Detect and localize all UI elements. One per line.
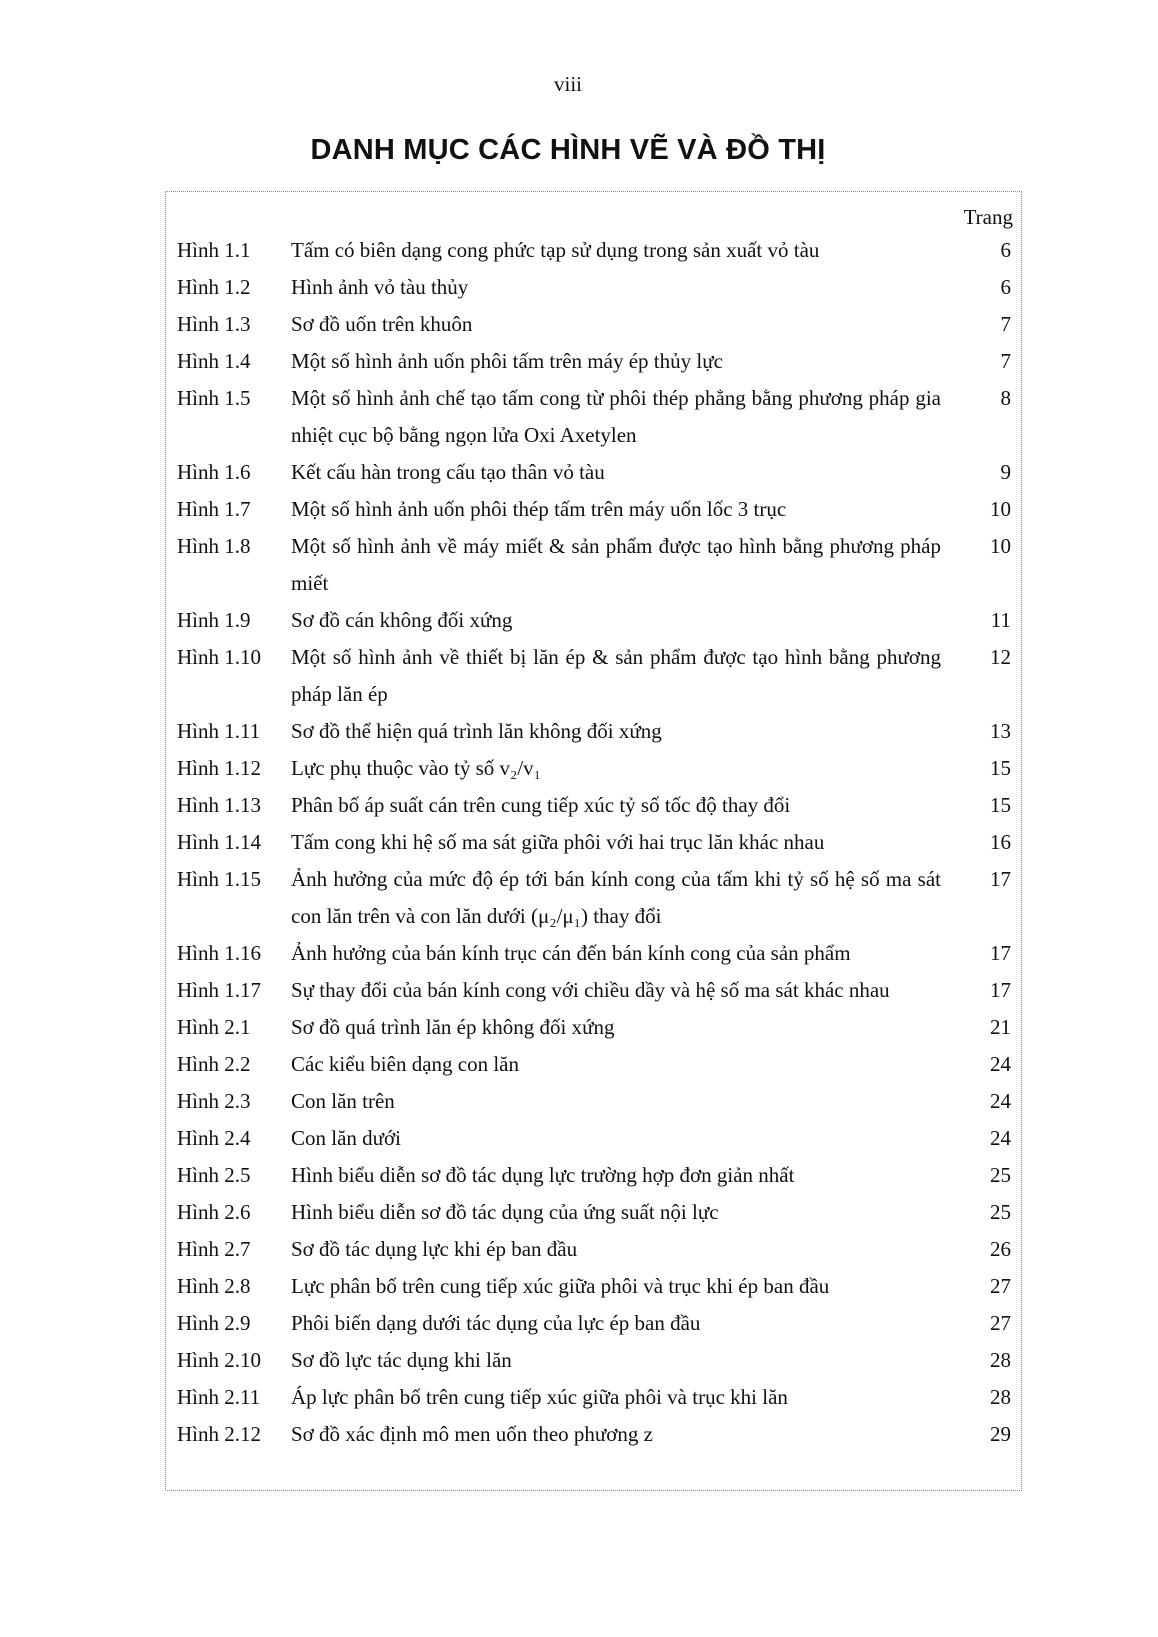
figure-label: Hình 2.4	[177, 1126, 251, 1150]
figure-label: Hình 2.1	[177, 1015, 251, 1039]
table-row	[166, 602, 1021, 639]
table-row	[166, 491, 1021, 528]
table-row	[166, 824, 1021, 861]
figure-page-number: 27	[990, 1311, 1011, 1335]
figure-label: Hình 1.11	[177, 719, 261, 743]
figure-description: Tấm có biên dạng cong phức tạp sử dụng trong sản xuất vỏ tàu	[291, 238, 820, 262]
figure-description: Một số hình ảnh về máy miết & sản phẩm được tạo hình bằng phương pháp miết	[291, 534, 941, 595]
page-column-header: Trang	[963, 205, 1013, 229]
figure-label: Hình 2.11	[177, 1385, 261, 1409]
figure-page-number: 21	[990, 1015, 1011, 1039]
figure-label: Hình 2.5	[177, 1163, 251, 1187]
figure-label: Hình 1.2	[177, 275, 251, 299]
table-row	[166, 861, 1021, 935]
table-row	[166, 232, 1021, 269]
figure-page-number: 7	[1000, 349, 1011, 373]
figure-description: Ảnh hưởng của bán kính trục cán đến bán kính cong của sản phẩm	[291, 941, 851, 965]
figure-description: Ảnh hưởng của mức độ ép tới bán kính cong của tấm khi tỷ số hệ số ma sát con lăn trên và con lăn dưới (μ₂/μ₁) thay đổi	[291, 867, 941, 928]
figure-description: Con lăn trên	[291, 1089, 395, 1113]
table-row	[166, 787, 1021, 824]
figure-label: Hình 1.8	[177, 534, 251, 558]
figure-page-number: 8	[1000, 386, 1011, 410]
figure-description: Hình biểu diễn sơ đồ tác dụng của ứng suất nội lực	[291, 1200, 719, 1224]
table-row	[166, 1009, 1021, 1046]
table-row	[166, 269, 1021, 306]
table-row	[166, 1194, 1021, 1231]
figure-label: Hình 2.2	[177, 1052, 251, 1076]
figure-label: Hình 2.7	[177, 1237, 251, 1261]
figure-description: Các kiểu biên dạng con lăn	[291, 1052, 520, 1076]
figure-label: Hình 2.12	[177, 1422, 261, 1446]
figure-label: Hình 2.9	[177, 1311, 251, 1335]
figure-label: Hình 1.15	[177, 867, 261, 891]
figure-page-number: 10	[990, 497, 1011, 521]
figure-description: Lực phụ thuộc vào tỷ số v₂/v₁	[291, 756, 541, 780]
figure-description: Hình biểu diễn sơ đồ tác dụng lực trường hợp đơn giản nhất	[291, 1163, 795, 1187]
figure-label: Hình 2.3	[177, 1089, 251, 1113]
figure-page-number: 10	[990, 534, 1011, 558]
figure-page-number: 24	[990, 1052, 1011, 1076]
figure-description: Kết cấu hàn trong cấu tạo thân vỏ tàu	[291, 460, 605, 484]
figure-label: Hình 2.10	[177, 1348, 261, 1372]
figure-label: Hình 1.14	[177, 830, 261, 854]
figure-label: Hình 1.4	[177, 349, 251, 373]
figure-description: Sơ đồ xác định mô men uốn theo phương z	[291, 1422, 653, 1446]
figure-description: Phân bố áp suất cán trên cung tiếp xúc tỷ số tốc độ thay đổi	[291, 793, 791, 817]
figure-page-number: 25	[990, 1163, 1011, 1187]
figure-label: Hình 1.13	[177, 793, 261, 817]
figure-description: Sơ đồ uốn trên khuôn	[291, 312, 473, 336]
figure-label: Hình 2.8	[177, 1274, 251, 1298]
figure-page-number: 11	[990, 608, 1011, 632]
figure-page-number: 28	[990, 1385, 1011, 1409]
figure-label: Hình 1.9	[177, 608, 251, 632]
figure-label: Hình 1.3	[177, 312, 251, 336]
table-row	[166, 1231, 1021, 1268]
figure-label: Hình 1.17	[177, 978, 261, 1002]
table-row	[166, 454, 1021, 491]
table-row	[166, 1416, 1021, 1453]
figure-list-rows	[166, 232, 1021, 1453]
table-row	[166, 1379, 1021, 1416]
figure-description: Tấm cong khi hệ số ma sát giữa phôi với hai trục lăn khác nhau	[291, 830, 825, 854]
table-row	[166, 1120, 1021, 1157]
table-row	[166, 380, 1021, 454]
page-number: viii	[553, 72, 582, 96]
figure-page-number: 25	[990, 1200, 1011, 1224]
figure-description: Sơ đồ tác dụng lực khi ép ban đầu	[291, 1237, 578, 1261]
figure-description: Sự thay đổi của bán kính cong với chiều dầy và hệ số ma sát khác nhau	[291, 978, 890, 1002]
figure-label: Hình 1.5	[177, 386, 251, 410]
figure-description: Sơ đồ quá trình lăn ép không đối xứng	[291, 1015, 615, 1039]
figure-description: Con lăn dưới	[291, 1126, 401, 1150]
figure-page-number: 15	[990, 793, 1011, 817]
figure-page-number: 17	[990, 941, 1011, 965]
figure-page-number: 16	[990, 830, 1011, 854]
figure-page-number: 9	[1000, 460, 1011, 484]
table-row	[166, 639, 1021, 713]
figure-description: Hình ảnh vỏ tàu thủy	[291, 275, 469, 299]
figure-description: Sơ đồ lực tác dụng khi lăn	[291, 1348, 512, 1372]
table-row	[166, 306, 1021, 343]
table-row	[166, 1157, 1021, 1194]
figure-page-number: 6	[1000, 238, 1011, 262]
figure-label: Hình 1.16	[177, 941, 261, 965]
figure-description: Sơ đồ thể hiện quá trình lăn không đối xứng	[291, 719, 662, 743]
figure-label: Hình 1.7	[177, 497, 251, 521]
table-row	[166, 750, 1021, 787]
figure-page-number: 27	[990, 1274, 1011, 1298]
figure-page-number: 15	[990, 756, 1011, 780]
figure-description: Một số hình ảnh về thiết bị lăn ép & sản phẩm được tạo hình bằng phương pháp lăn ép	[291, 645, 941, 706]
figure-description: Một số hình ảnh uốn phôi thép tấm trên máy uốn lốc 3 trục	[291, 497, 787, 521]
figure-description: Lực phân bố trên cung tiếp xúc giữa phôi và trục khi ép ban đầu	[291, 1274, 830, 1298]
table-row	[166, 1305, 1021, 1342]
figure-page-number: 28	[990, 1348, 1011, 1372]
figure-label: Hình 1.12	[177, 756, 261, 780]
figure-page-number: 6	[1000, 275, 1011, 299]
figure-page-number: 29	[990, 1422, 1011, 1446]
figure-description: Một số hình ảnh uốn phôi tấm trên máy ép thủy lực	[291, 349, 723, 373]
figure-page-number: 13	[990, 719, 1011, 743]
table-row	[166, 343, 1021, 380]
figure-page-number: 26	[990, 1237, 1011, 1261]
table-row	[166, 935, 1021, 972]
table-row	[166, 1342, 1021, 1379]
figure-page-number: 17	[990, 867, 1011, 891]
figure-list-table	[165, 191, 1022, 1491]
figure-page-number: 17	[990, 978, 1011, 1002]
figure-description: Phôi biến dạng dưới tác dụng của lực ép ban đầu	[291, 1311, 701, 1335]
figure-label: Hình 1.10	[177, 645, 261, 669]
table-row	[166, 528, 1021, 602]
figure-page-number: 24	[990, 1089, 1011, 1113]
figure-page-number: 24	[990, 1126, 1011, 1150]
table-row	[166, 1268, 1021, 1305]
table-row	[166, 713, 1021, 750]
figure-description: Áp lực phân bố trên cung tiếp xúc giữa phôi và trục khi lăn	[291, 1385, 788, 1409]
table-row	[166, 1046, 1021, 1083]
figure-page-number: 7	[1000, 312, 1011, 336]
table-row	[166, 1083, 1021, 1120]
table-row	[166, 972, 1021, 1009]
page-title: DANH MỤC CÁC HÌNH VẼ VÀ ĐỒ THỊ	[310, 134, 826, 166]
figure-description: Một số hình ảnh chế tạo tấm cong từ phôi thép phẳng bằng phương pháp gia nhiệt cục bộ bằng ngọn lửa Oxi Axetylen	[291, 386, 941, 447]
figure-label: Hình 1.6	[177, 460, 251, 484]
figure-label: Hình 1.1	[177, 238, 251, 262]
figure-description: Sơ đồ cán không đối xứng	[291, 608, 513, 632]
figure-page-number: 12	[990, 645, 1011, 669]
figure-label: Hình 2.6	[177, 1200, 251, 1224]
